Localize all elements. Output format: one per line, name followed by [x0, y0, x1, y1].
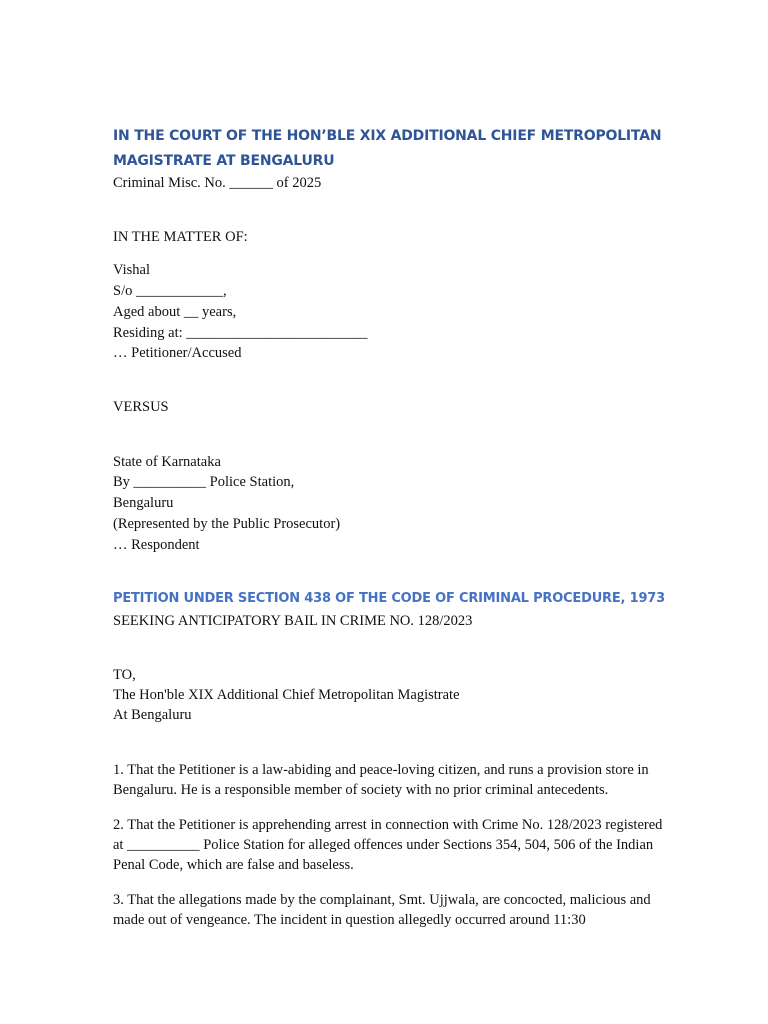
petitioner-role: … Petitioner/Accused: [113, 345, 242, 361]
petitioner-son-of: S/o ____________,: [113, 283, 227, 299]
versus-label: VERSUS: [113, 399, 169, 415]
paragraph-1: 1. That the Petitioner is a law-abiding and peace-loving citizen, and runs a provision store in Bengaluru. He is a responsible member of society with no prior criminal antecedents.: [113, 762, 649, 798]
petitioner-residence: Residing at: _________________________: [113, 325, 368, 341]
address-to: TO,: [113, 667, 136, 683]
respondent-police-station: By __________ Police Station,: [113, 474, 295, 490]
address-recipient: The Hon'ble XIX Additional Chief Metropolitan Magistrate: [113, 687, 460, 703]
petitioner-age: Aged about __ years,: [113, 304, 237, 320]
respondent-block: [113, 452, 673, 555]
respondent-represented: (Represented by the Public Prosecutor): [113, 516, 341, 532]
petition-heading: PETITION UNDER SECTION 438 OF THE CODE OF CRIMINAL PROCEDURE, 1973: [113, 591, 665, 606]
address-location: At Bengaluru: [113, 707, 192, 723]
paragraph-2: 2. That the Petitioner is apprehending arrest in connection with Crime No. 128/2023 registered at __________ Police Station for alleged offences under Sections 354, 504, 506 of the Indian Penal Code, which are false and baseless.: [113, 817, 663, 873]
petitioner-name: Vishal: [113, 262, 150, 278]
matter-label: IN THE MATTER OF:: [113, 229, 248, 245]
petition-subheading: SEEKING ANTICIPATORY BAIL IN CRIME NO. 128/2023: [113, 613, 473, 629]
case-number: Criminal Misc. No. ______ of 2025: [113, 175, 322, 191]
respondent-city: Bengaluru: [113, 495, 174, 511]
respondent-name: State of Karnataka: [113, 454, 221, 470]
document-page: [113, 124, 673, 930]
address-block: [113, 665, 673, 725]
court-heading: IN THE COURT OF THE HON’BLE XIX ADDITIONAL CHIEF METROPOLITAN MAGISTRATE AT BENGALURU: [113, 128, 662, 169]
paragraph-3: 3. That the allegations made by the complainant, Smt. Ujjwala, are concocted, malicious and made out of vengeance. The incident in question allegedly occurred around 11:30: [113, 892, 651, 928]
petitioner-block: [113, 260, 673, 363]
respondent-role: … Respondent: [113, 537, 200, 553]
